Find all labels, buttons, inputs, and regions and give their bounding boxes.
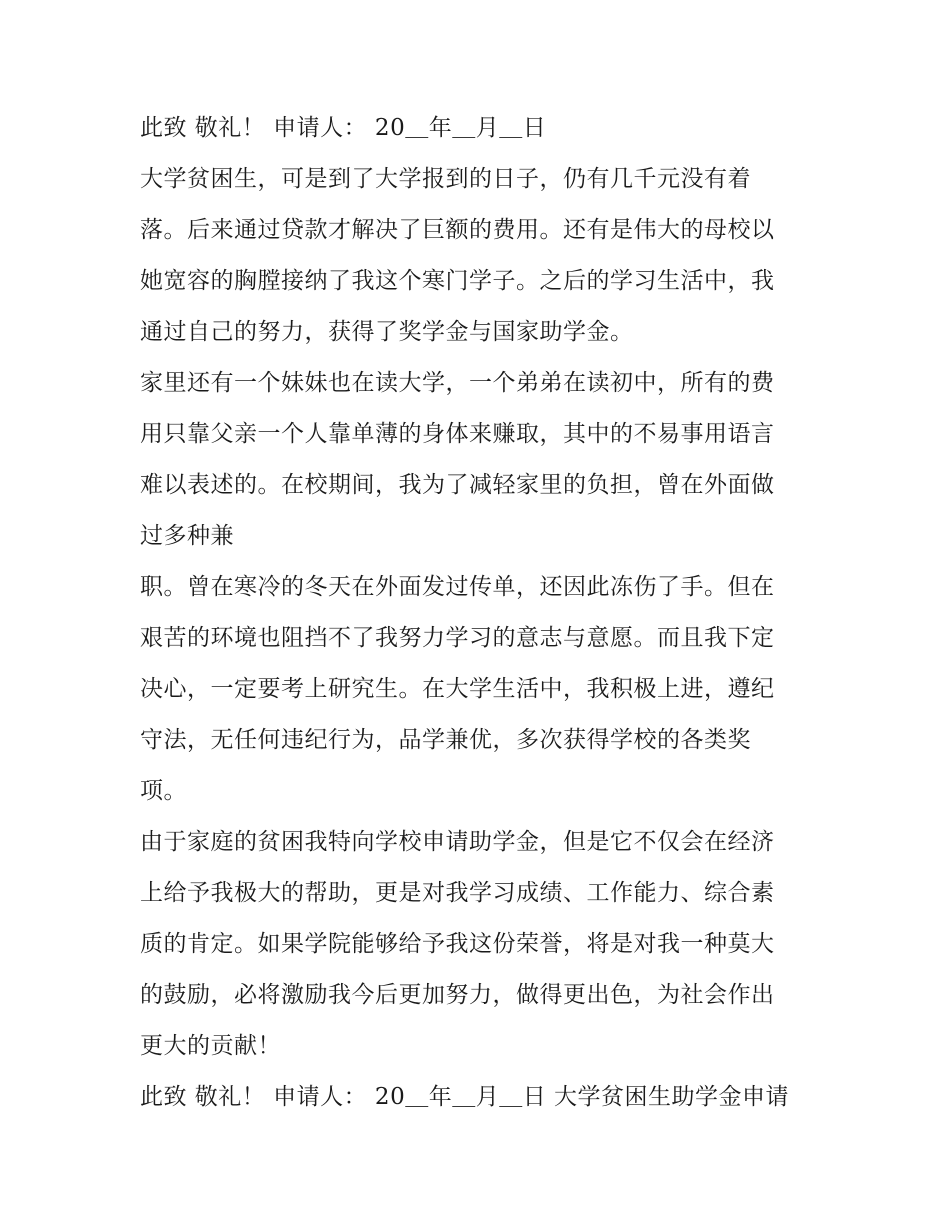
text-line-11: 艰苦的环境也阻挡不了我努力学习的意志与意愿。而且我下定 bbox=[140, 625, 775, 651]
text-line-4: 她宽容的胸膛接纳了我这个寒门学子。之后的学习生活中，我 bbox=[140, 268, 775, 294]
text-line-18: 的鼓励，必将激励我今后更加努力，做得更出色，为社会作出 bbox=[140, 982, 775, 1008]
text-line-9: 过多种兼 bbox=[140, 523, 234, 549]
text-line-14: 项。 bbox=[140, 778, 187, 804]
text-line-8: 难以表述的。在校期间，我为了减轻家里的负担，曾在外面做 bbox=[140, 472, 775, 498]
text-line-13: 守法，无任何违纪行为，品学兼优，多次获得学校的各类奖 bbox=[140, 727, 751, 753]
text-line-6: 家里还有一个妹妹也在读大学，一个弟弟在读初中，所有的费 bbox=[140, 370, 775, 396]
text-line-3: 落。后来通过贷款才解决了巨额的费用。还有是伟大的母校以 bbox=[140, 217, 775, 243]
text-line-19: 更大的贡献！ bbox=[140, 1033, 281, 1059]
text-line-10: 职。曾在寒冷的冬天在外面发过传单，还因此冻伤了手。但在 bbox=[140, 574, 775, 600]
text-line-20: 此致 敬礼！ 申请人： 20＿年＿月＿日 大学贫困生助学金申请 bbox=[140, 1084, 790, 1110]
text-line-16: 上给予我极大的帮助，更是对我学习成绩、工作能力、综合素 bbox=[140, 880, 775, 906]
text-line-17: 质的肯定。如果学院能够给予我这份荣誉，将是对我一种莫大 bbox=[140, 931, 775, 957]
text-line-15: 由于家庭的贫困我特向学校申请助学金，但是它不仅会在经济 bbox=[140, 829, 775, 855]
document-page bbox=[140, 103, 820, 1123]
text-line-7: 用只靠父亲一个人靠单薄的身体来赚取，其中的不易事用语言 bbox=[140, 421, 775, 447]
text-line-1: 此致 敬礼！ 申请人： 20＿年＿月＿日 bbox=[140, 115, 547, 141]
text-line-12: 决心，一定要考上研究生。在大学生活中，我积极上进，遵纪 bbox=[140, 676, 775, 702]
text-line-5: 通过自己的努力，获得了奖学金与国家助学金。 bbox=[140, 319, 634, 345]
text-line-2: 大学贫困生，可是到了大学报到的日子，仍有几千元没有着 bbox=[140, 166, 751, 192]
